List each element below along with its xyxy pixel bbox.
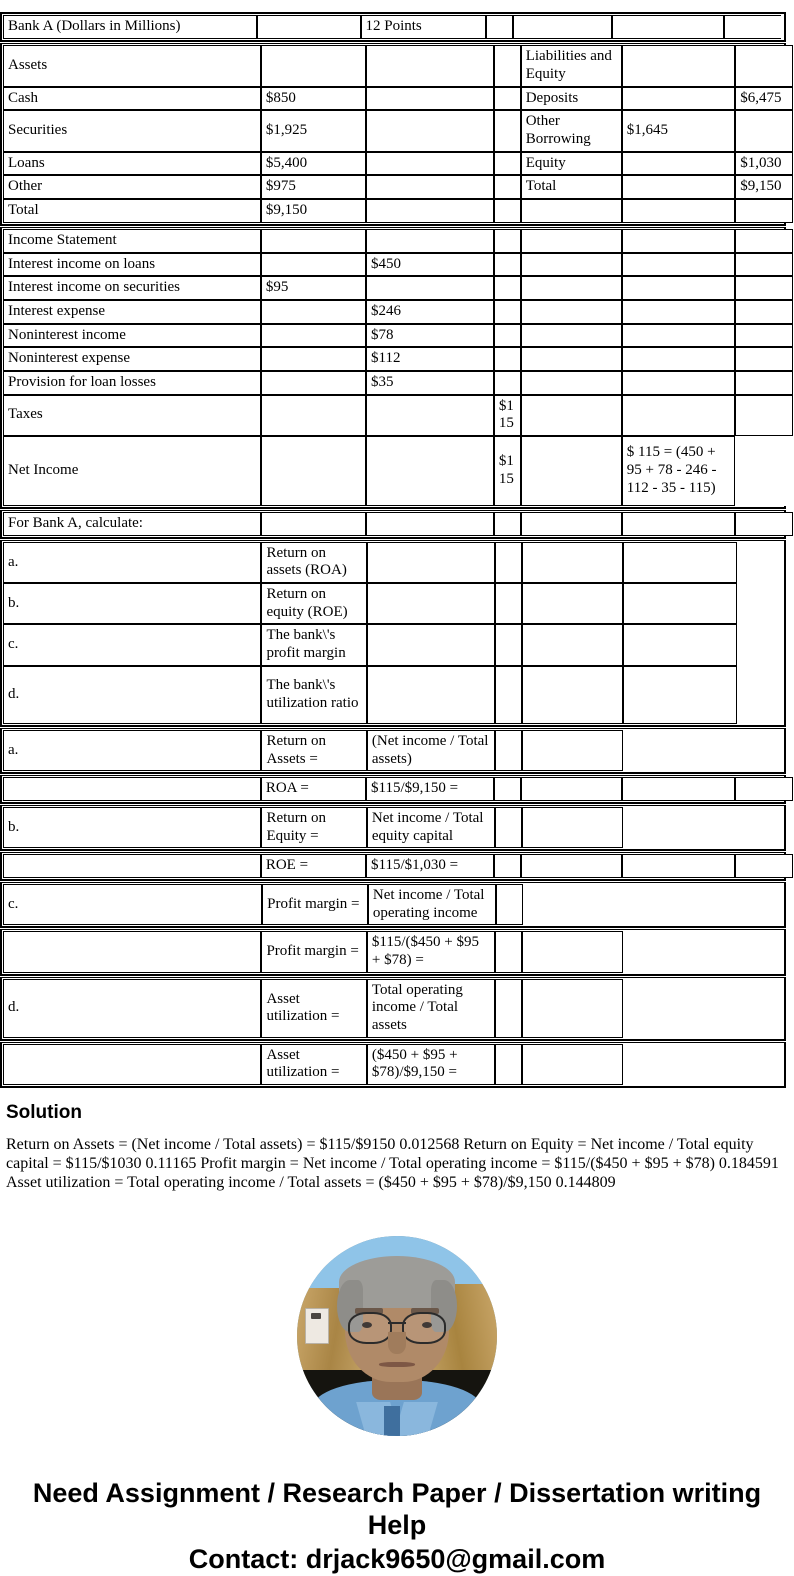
income-note-cell [622,300,735,324]
cell-blank [735,395,793,436]
cell-empty-nb [735,436,793,506]
asset-value-cell: $850 [261,87,366,111]
cell-blank [494,512,521,536]
cell-blank [521,512,622,536]
cell-blank [496,884,523,925]
cell-blank [494,87,521,111]
answer-block-au [0,1042,786,1088]
income-statement-table [3,229,793,506]
answer-label-cell: ROA = [261,777,366,801]
cell-blank [522,807,623,848]
answer-formula-cell: $115/($450 + $95 + $78) = [367,931,495,972]
table-row [3,253,793,277]
cell-blank [494,110,521,151]
cell-blank [735,229,793,253]
promo-line-1: Need Assignment / Research Paper / Dissertation writing Help [32,1478,762,1541]
question-letter-cell: d. [3,666,261,724]
income-c2-cell [261,300,366,324]
cell-blank [735,276,793,300]
income-c2-cell [261,436,366,506]
cell-blank [521,347,622,371]
answer-block-b [0,805,786,851]
cell-blank [735,777,793,801]
cell-blank [366,152,494,176]
income-c3-cell: $78 [366,324,494,348]
table-row [3,512,793,536]
income-c3-cell: $246 [366,300,494,324]
answer-formula-cell: ($450 + $95 + $78)/$9,150 = [367,1044,495,1085]
photo-glasses-right [402,1312,446,1344]
cell-blank [735,854,793,878]
answer-letter-cell: a. [3,730,261,771]
income-label-cell: Interest expense [3,300,261,324]
cell-blank [735,347,793,371]
liability-value-cell: $9,150 [735,175,793,199]
bank-title-table [3,15,781,39]
income-c4-cell [494,300,521,324]
cell-blank [623,666,737,724]
solution-heading: Solution [6,1102,82,1124]
answer-table [3,931,737,972]
cell-blank [366,87,494,111]
cell-blank [522,542,623,583]
questions-heading-table [3,512,793,536]
cell-blank [495,666,522,724]
photo-mouth [379,1362,415,1367]
liability-value-cell: $6,475 [735,87,793,111]
income-c2-cell: $95 [261,276,366,300]
cell-blank [735,371,793,395]
balance-sheet-table [3,45,793,223]
cell-blank [522,730,623,771]
questions-block [0,540,786,727]
avatar [297,1236,497,1436]
answer-row [3,854,793,878]
cell-blank [612,15,724,39]
answer-row [3,979,737,1038]
cell-blank [735,199,793,223]
cell-blank [495,624,522,665]
solution-text: Return on Assets = (Net income / Total assets) = $115/$9150 0.012568 Return on Equity = Net income / Total equity capital = $115/$1030 0.11165 Profit margin = Net income / Total operating income = $115/($450 + $95 + $78) 0.184591 Asset utilization = Total operating income / Total assets = ($450 + $95 + $78)/$9,150 0.144809 [6,1136,779,1191]
income-note-cell [622,253,735,277]
bank-title-block [0,12,786,42]
cell-blank [494,45,521,87]
answer-row [3,1044,737,1085]
cell-blank [366,199,494,223]
photo-glasses-bridge [388,1322,406,1324]
clipped-top-row [0,0,794,12]
income-c2-cell [261,347,366,371]
answer-block-a [0,728,786,774]
income-note-cell [622,395,735,436]
table-row-net-income [3,436,793,506]
points-cell: 12 Points [361,15,487,39]
income-statement-heading: Income Statement [3,229,261,253]
cell-blank [521,777,622,801]
cell-blank [494,854,521,878]
asset-name-cell: Cash [3,87,261,111]
cell-blank [735,512,793,536]
income-c4-cell: $115 [494,395,521,436]
cell-blank [494,777,521,801]
cell-blank [521,324,622,348]
asset-name-cell: Other [3,175,261,199]
answer-letter-cell [3,1044,261,1085]
photo-glasses-left [348,1312,392,1344]
table-row [3,371,793,395]
cell-blank [521,854,622,878]
income-c4-cell [494,253,521,277]
income-label-cell: Provision for loan losses [3,371,261,395]
answer-row [3,931,737,972]
income-note-cell [622,371,735,395]
income-c3-cell [366,276,494,300]
cell-blank [724,15,781,39]
income-label-cell: Interest income on loans [3,253,261,277]
income-c3-cell: $35 [366,371,494,395]
answer-label-cell: Asset utilization = [261,1044,366,1085]
cell-blank [367,583,495,624]
cell-blank [495,542,522,583]
cell-blank [495,931,522,972]
cell-blank [521,300,622,324]
answer-label-cell: Return on Equity = [261,807,366,848]
answer-row [3,884,625,925]
table-row [3,395,793,436]
liability-value-cell [735,110,793,151]
cell-blank [261,229,366,253]
income-c4-cell [494,347,521,371]
liability-mid-cell [622,87,735,111]
table-row [3,199,793,223]
answer-table [3,730,737,771]
cell-blank [366,512,494,536]
answer-formula-cell: Total operating income / Total assets [367,979,495,1038]
liability-name-cell: Total [521,175,622,199]
cell-blank [622,777,735,801]
income-c2-cell [261,395,366,436]
answer-letter-cell [3,854,261,878]
income-c3-cell [366,395,494,436]
cell-blank [366,229,494,253]
balance-sheet-block [0,43,786,226]
asset-name-cell: Loans [3,152,261,176]
promo-banner [0,1478,794,1576]
income-c3-cell [366,436,494,506]
cell-empty-nb [623,979,737,1038]
cell-blank [494,199,521,223]
question-row [3,666,737,724]
question-text-cell: The bank\'s utilization ratio [261,666,366,724]
cell-blank [735,253,793,277]
answer-label-cell: Return on Assets = [261,730,366,771]
question-letter-cell: a. [3,542,261,583]
income-c2-cell [261,371,366,395]
answer-block-d [0,977,786,1041]
income-statement-block [0,227,786,509]
cell-blank [521,199,622,223]
cell-empty-nb [623,1044,737,1085]
answer-block-c [0,882,786,928]
cell-blank [366,45,494,87]
answer-table [3,979,737,1038]
answer-formula-cell: Net income / Total operating income [368,884,497,925]
assets-header-cell: Assets [3,45,261,87]
table-row [3,324,793,348]
table-row [3,300,793,324]
liability-name-cell: Other Borrowing [521,110,622,151]
cell-blank [486,15,512,39]
cell-blank [257,15,361,39]
cell-blank [366,175,494,199]
income-c4-cell [494,276,521,300]
cell-blank [495,807,522,848]
liabilities-header-cell: Liabilities and Equity [521,45,622,87]
income-c4-cell: $115 [494,436,521,506]
photo-light-switch [305,1308,329,1344]
cell-blank [522,666,623,724]
asset-name-cell: Securities [3,110,261,151]
liability-mid-cell [622,175,735,199]
cell-empty-nb [523,884,625,925]
answer-letter-cell: c. [3,884,262,925]
liability-name-cell: Equity [521,152,622,176]
answer-table [3,807,737,848]
cell-blank [366,110,494,151]
question-letter-cell: b. [3,583,261,624]
answer-letter-cell: b. [3,807,261,848]
answer-formula-cell: Net income / Total equity capital [367,807,495,848]
income-c4-cell [494,324,521,348]
asset-value-cell: $975 [261,175,366,199]
income-note-cell [622,347,735,371]
cell-blank [735,300,793,324]
income-label-cell: Net Income [3,436,261,506]
cell-empty-nb [623,730,737,771]
answer-table [3,1044,737,1085]
answer-block-roe [0,852,786,881]
promo-line-2[interactable]: Contact: drjack9650@gmail.com [188,1544,606,1574]
cell-blank [521,436,622,506]
table-row [3,276,793,300]
net-income-note-cell: $ 115 = (450 + 95 + 78 - 246 - 112 - 35 - 115) [622,436,735,506]
question-row [3,583,737,624]
table-row-header [3,45,793,87]
cell-empty-nb [623,931,737,972]
answer-block-pm [0,929,786,975]
cell-blank [367,666,495,724]
cell-blank [623,583,737,624]
question-row [3,542,737,583]
cell-blank [261,45,366,87]
question-row [3,624,737,665]
answer-block-roa [0,775,786,804]
table-row [3,110,793,151]
asset-value-cell: $1,925 [261,110,366,151]
answer-row [3,730,737,771]
table-row [3,15,781,39]
income-c4-cell [494,371,521,395]
cell-blank [521,253,622,277]
cell-blank [622,512,735,536]
cell-blank [521,371,622,395]
cell-blank [522,624,623,665]
liability-value-cell: $1,030 [735,152,793,176]
cell-blank [521,395,622,436]
cell-blank [623,542,737,583]
answer-letter-cell [3,931,261,972]
questions-table [3,542,737,724]
answer-formula-cell: $115/$1,030 = [366,854,494,878]
cell-blank [261,512,366,536]
answer-label-cell: ROE = [261,854,366,878]
income-c2-cell [261,324,366,348]
table-row [3,175,793,199]
answer-formula-cell: $115/$9,150 = [366,777,494,801]
answer-table [3,777,793,801]
income-c3-cell: $112 [366,347,494,371]
cell-blank [622,199,735,223]
cell-blank [522,1044,623,1085]
income-label-cell: Taxes [3,395,261,436]
answer-row [3,807,737,848]
question-text-cell: The bank\'s profit margin [261,624,366,665]
cell-blank [522,979,623,1038]
answer-row [3,777,793,801]
table-row [3,152,793,176]
answer-label-cell: Profit margin = [261,931,366,972]
cell-blank [494,175,521,199]
asset-value-cell: $9,150 [261,199,366,223]
portrait-container [0,1236,794,1436]
cell-blank [623,624,737,665]
answer-table [3,854,793,878]
cell-blank [495,583,522,624]
cell-blank [495,730,522,771]
cell-blank [495,979,522,1038]
cell-blank [622,45,735,87]
cell-blank [522,931,623,972]
cell-blank [735,324,793,348]
photo-nose [388,1332,406,1354]
answer-letter-cell: d. [3,979,261,1038]
table-row [3,87,793,111]
question-text-cell: Return on assets (ROA) [261,542,366,583]
answer-letter-cell [3,777,261,801]
asset-value-cell: $5,400 [261,152,366,176]
question-text-cell: Return on equity (ROE) [261,583,366,624]
answer-label-cell: Profit margin = [262,884,368,925]
table-row [3,347,793,371]
income-label-cell: Noninterest income [3,324,261,348]
cell-blank [367,624,495,665]
income-note-cell [622,324,735,348]
answer-formula-cell: (Net income / Total assets) [367,730,495,771]
liability-name-cell: Deposits [521,87,622,111]
cell-blank [521,276,622,300]
cell-blank [622,854,735,878]
cell-blank [494,229,521,253]
table-row-header [3,229,793,253]
questions-heading-block [0,510,786,539]
asset-name-cell: Total [3,199,261,223]
answer-table [3,884,625,925]
liability-mid-cell: $1,645 [622,110,735,151]
answer-label-cell: Asset utilization = [261,979,366,1038]
cell-blank [495,1044,522,1085]
cell-blank [521,229,622,253]
income-label-cell: Noninterest expense [3,347,261,371]
cell-blank [367,542,495,583]
cell-blank [494,152,521,176]
income-note-cell [622,276,735,300]
cell-blank [735,45,793,87]
cell-blank [622,229,735,253]
bank-title-cell: Bank A (Dollars in Millions) [3,15,257,39]
income-label-cell: Interest income on securities [3,276,261,300]
questions-heading-cell: For Bank A, calculate: [3,512,261,536]
photo-tie [384,1406,400,1436]
income-c2-cell [261,253,366,277]
cell-blank [513,15,613,39]
cell-blank [522,583,623,624]
question-letter-cell: c. [3,624,261,665]
cell-empty-nb [623,807,737,848]
income-c3-cell: $450 [366,253,494,277]
liability-mid-cell [622,152,735,176]
